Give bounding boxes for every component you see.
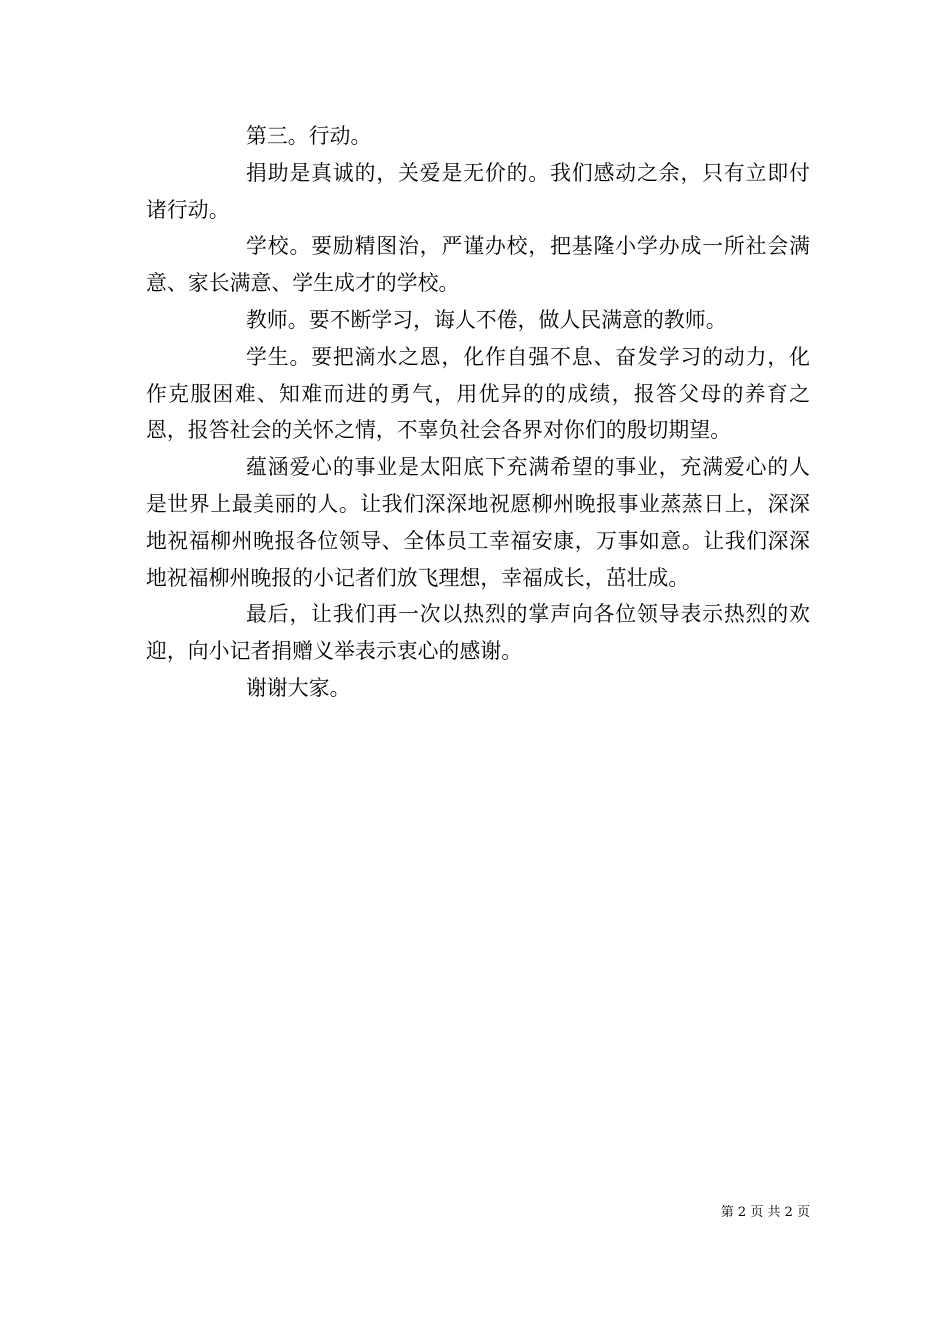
document-body [146,118,810,707]
paragraph-school: 学校。要励精图治，严谨办校，把基隆小学办成一所社会满意、家长满意、学生成才的学校。 [146,234,810,296]
paragraph-blessing: 蕴涵爱心的事业是太阳底下充满希望的事业，充满爱心的人是世界上最美丽的人。让我们深深地祝愿柳州晚报事业蒸蒸日上，深深地祝福柳州晚报各位领导、全体员工幸福安康，万事如意。让我们深深地祝福柳州晚报的小记者们放飞理想，幸福成长，茁壮成。 [146,455,810,590]
paragraph-closing: 谢谢大家。 [246,675,351,700]
paragraph-student: 学生。要把滴水之恩，化作自强不息、奋发学习的动力，化作克服困难、知难而进的勇气，用优异的的成绩，报答父母的养育之恩，报答社会的关怀之情，不辜负社会各界对你们的殷切期望。 [146,344,810,443]
paragraph-thanks-applause: 最后，让我们再一次以热烈的掌声向各位领导表示热烈的欢迎，向小记者捐赠义举表示衷心的感谢。 [146,602,810,664]
paragraph-teacher: 教师。要不断学习，诲人不倦，做人民满意的教师。 [246,307,727,332]
page-number-footer: 第 2 页 共 2 页 [720,1205,810,1220]
paragraph-section-title: 第三。行动。 [246,124,372,148]
paragraph-donation: 捐助是真诚的，关爱是无价的。我们感动之余，只有立即付诸行动。 [146,160,810,222]
